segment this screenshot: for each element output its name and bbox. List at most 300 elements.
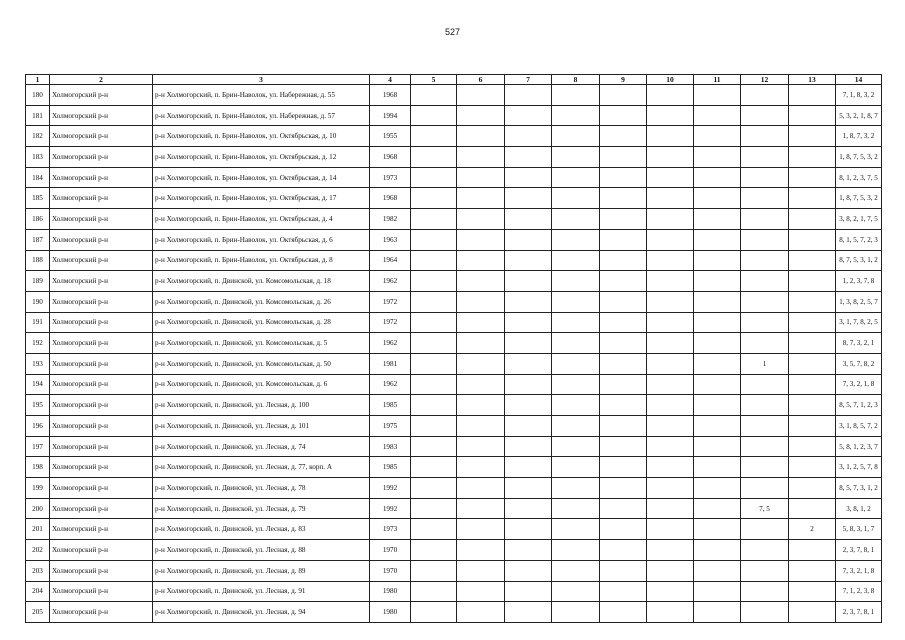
col5-cell [411, 416, 457, 437]
row-number: 192 [26, 333, 50, 354]
col9-cell [600, 498, 647, 519]
col10-cell [647, 291, 694, 312]
col6-cell [457, 147, 505, 168]
col7-cell [505, 271, 552, 292]
address-cell: р-н Холмогорский, п. Двинской, ул. Лесная, д. 100 [153, 395, 370, 416]
col8-cell [552, 291, 600, 312]
table-row [26, 250, 882, 271]
table-body [26, 85, 882, 623]
col8-cell [552, 540, 600, 561]
district-cell: Холмогорский р-н [50, 602, 153, 623]
col9-cell [600, 229, 647, 250]
col14-cell: 8, 1, 5, 7, 2, 3 [836, 229, 882, 250]
col11-cell [694, 478, 741, 499]
year-cell: 1973 [370, 167, 411, 188]
district-cell: Холмогорский р-н [50, 229, 153, 250]
row-number: 190 [26, 291, 50, 312]
col5-cell [411, 105, 457, 126]
col12-cell [741, 457, 789, 478]
district-cell: Холмогорский р-н [50, 457, 153, 478]
col10-cell [647, 519, 694, 540]
year-cell: 1983 [370, 436, 411, 457]
col6-cell [457, 105, 505, 126]
col14-cell: 5, 3, 2, 1, 8, 7 [836, 105, 882, 126]
address-cell: р-н Холмогорский, п. Двинской, ул. Комсомольская, д. 26 [153, 291, 370, 312]
year-cell: 1972 [370, 312, 411, 333]
col9-cell [600, 105, 647, 126]
col5-cell [411, 250, 457, 271]
district-cell: Холмогорский р-н [50, 560, 153, 581]
row-number: 191 [26, 312, 50, 333]
row-number: 182 [26, 126, 50, 147]
col11-cell [694, 271, 741, 292]
col12-cell [741, 105, 789, 126]
col12-cell: 7, 5 [741, 498, 789, 519]
page-number: 527 [444, 27, 461, 37]
col14-cell: 8, 5, 7, 1, 2, 3 [836, 395, 882, 416]
col14-cell: 1, 8, 7, 5, 3, 2 [836, 188, 882, 209]
col9-cell [600, 395, 647, 416]
col13-cell [789, 105, 836, 126]
col8-cell [552, 602, 600, 623]
col7-cell [505, 209, 552, 230]
col13-cell [789, 602, 836, 623]
district-cell: Холмогорский р-н [50, 250, 153, 271]
col5-cell [411, 209, 457, 230]
address-cell: р-н Холмогорский, п. Брин-Наволок, ул. Набережная, д. 55 [153, 85, 370, 106]
col11-cell [694, 540, 741, 561]
col6-cell [457, 312, 505, 333]
address-cell: р-н Холмогорский, п. Двинской, ул. Комсомольская, д. 6 [153, 374, 370, 395]
col14-cell: 7, 3, 2, 1, 8 [836, 374, 882, 395]
col5-cell [411, 126, 457, 147]
col10-cell [647, 250, 694, 271]
col7-cell [505, 519, 552, 540]
district-cell: Холмогорский р-н [50, 312, 153, 333]
year-cell: 1992 [370, 478, 411, 499]
col7-cell [505, 147, 552, 168]
district-cell: Холмогорский р-н [50, 147, 153, 168]
col6-cell [457, 519, 505, 540]
address-cell: р-н Холмогорский, п. Брин-Наволок, ул. Октябрьская, д. 14 [153, 167, 370, 188]
table-row [26, 581, 882, 602]
col13-cell [789, 188, 836, 209]
column-header-5: 5 [411, 75, 457, 85]
col7-cell [505, 229, 552, 250]
col8-cell [552, 416, 600, 437]
table-row [26, 105, 882, 126]
table-row [26, 271, 882, 292]
col8-cell [552, 395, 600, 416]
col11-cell [694, 498, 741, 519]
col11-cell [694, 374, 741, 395]
col11-cell [694, 602, 741, 623]
col9-cell [600, 436, 647, 457]
col14-cell: 1, 3, 8, 2, 5, 7 [836, 291, 882, 312]
col7-cell [505, 188, 552, 209]
col7-cell [505, 498, 552, 519]
col11-cell [694, 209, 741, 230]
col9-cell [600, 250, 647, 271]
row-number: 180 [26, 85, 50, 106]
col10-cell [647, 498, 694, 519]
col9-cell [600, 271, 647, 292]
col9-cell [600, 560, 647, 581]
col7-cell [505, 250, 552, 271]
col7-cell [505, 105, 552, 126]
col6-cell [457, 395, 505, 416]
col11-cell [694, 333, 741, 354]
row-number: 183 [26, 147, 50, 168]
district-cell: Холмогорский р-н [50, 395, 153, 416]
col14-cell: 1, 8, 7, 5, 3, 2 [836, 147, 882, 168]
col6-cell [457, 416, 505, 437]
col8-cell [552, 250, 600, 271]
district-cell: Холмогорский р-н [50, 498, 153, 519]
row-number: 204 [26, 581, 50, 602]
col7-cell [505, 85, 552, 106]
col12-cell [741, 478, 789, 499]
col5-cell [411, 312, 457, 333]
table-row [26, 147, 882, 168]
col13-cell [789, 581, 836, 602]
col13-cell: 2 [789, 519, 836, 540]
col6-cell [457, 498, 505, 519]
address-cell: р-н Холмогорский, п. Двинской, ул. Комсомольская, д. 5 [153, 333, 370, 354]
col9-cell [600, 147, 647, 168]
col10-cell [647, 85, 694, 106]
row-number: 205 [26, 602, 50, 623]
col10-cell [647, 167, 694, 188]
col14-cell: 8, 7, 3, 2, 1 [836, 333, 882, 354]
col6-cell [457, 478, 505, 499]
col8-cell [552, 436, 600, 457]
row-number: 203 [26, 560, 50, 581]
district-cell: Холмогорский р-н [50, 478, 153, 499]
col5-cell [411, 498, 457, 519]
year-cell: 1968 [370, 147, 411, 168]
col7-cell [505, 416, 552, 437]
row-number: 196 [26, 416, 50, 437]
row-number: 194 [26, 374, 50, 395]
table-row [26, 602, 882, 623]
col10-cell [647, 478, 694, 499]
col5-cell [411, 271, 457, 292]
col8-cell [552, 519, 600, 540]
row-number: 188 [26, 250, 50, 271]
col13-cell [789, 85, 836, 106]
year-cell: 1968 [370, 85, 411, 106]
district-cell: Холмогорский р-н [50, 436, 153, 457]
address-cell: р-н Холмогорский, п. Двинской, ул. Лесная, д. 88 [153, 540, 370, 561]
col6-cell [457, 602, 505, 623]
col12-cell [741, 560, 789, 581]
col12-cell [741, 250, 789, 271]
col12-cell [741, 188, 789, 209]
row-number: 195 [26, 395, 50, 416]
col11-cell [694, 85, 741, 106]
table-row [26, 188, 882, 209]
col13-cell [789, 353, 836, 374]
district-cell: Холмогорский р-н [50, 209, 153, 230]
col6-cell [457, 271, 505, 292]
col8-cell [552, 229, 600, 250]
district-cell: Холмогорский р-н [50, 333, 153, 354]
col14-cell: 3, 5, 7, 8, 2 [836, 353, 882, 374]
row-number: 186 [26, 209, 50, 230]
col6-cell [457, 126, 505, 147]
table-row [26, 291, 882, 312]
col13-cell [789, 540, 836, 561]
col8-cell [552, 105, 600, 126]
column-header-12: 12 [741, 75, 789, 85]
col13-cell [789, 229, 836, 250]
col7-cell [505, 167, 552, 188]
year-cell: 1973 [370, 519, 411, 540]
col9-cell [600, 478, 647, 499]
row-number: 202 [26, 540, 50, 561]
col9-cell [600, 457, 647, 478]
table-row [26, 312, 882, 333]
col10-cell [647, 147, 694, 168]
col10-cell [647, 602, 694, 623]
col8-cell [552, 498, 600, 519]
col5-cell [411, 581, 457, 602]
col14-cell: 8, 5, 7, 3, 1, 2 [836, 478, 882, 499]
col6-cell [457, 167, 505, 188]
table-row [26, 353, 882, 374]
col7-cell [505, 560, 552, 581]
col6-cell [457, 353, 505, 374]
col7-cell [505, 333, 552, 354]
col11-cell [694, 229, 741, 250]
col12-cell [741, 436, 789, 457]
col11-cell [694, 353, 741, 374]
col5-cell [411, 353, 457, 374]
column-header-6: 6 [457, 75, 505, 85]
col6-cell [457, 436, 505, 457]
column-header-7: 7 [505, 75, 552, 85]
col7-cell [505, 291, 552, 312]
col7-cell [505, 436, 552, 457]
row-number: 189 [26, 271, 50, 292]
col8-cell [552, 560, 600, 581]
col13-cell [789, 250, 836, 271]
col11-cell [694, 457, 741, 478]
year-cell: 1985 [370, 457, 411, 478]
col9-cell [600, 312, 647, 333]
col10-cell [647, 560, 694, 581]
col13-cell [789, 395, 836, 416]
col12-cell: 1 [741, 353, 789, 374]
table-row [26, 85, 882, 106]
col5-cell [411, 374, 457, 395]
col13-cell [789, 457, 836, 478]
col11-cell [694, 581, 741, 602]
col10-cell [647, 581, 694, 602]
col14-cell: 8, 1, 2, 3, 7, 5 [836, 167, 882, 188]
year-cell: 1981 [370, 353, 411, 374]
col14-cell: 5, 8, 3, 1, 7 [836, 519, 882, 540]
table-row [26, 436, 882, 457]
col9-cell [600, 333, 647, 354]
col7-cell [505, 312, 552, 333]
table-row [26, 229, 882, 250]
col14-cell: 3, 8, 1, 2 [836, 498, 882, 519]
district-cell: Холмогорский р-н [50, 105, 153, 126]
row-number: 200 [26, 498, 50, 519]
col13-cell [789, 478, 836, 499]
register-table [25, 74, 882, 623]
col5-cell [411, 519, 457, 540]
col10-cell [647, 457, 694, 478]
row-number: 199 [26, 478, 50, 499]
col14-cell: 8, 7, 5, 3, 1, 2 [836, 250, 882, 271]
col9-cell [600, 353, 647, 374]
col12-cell [741, 147, 789, 168]
table-row [26, 560, 882, 581]
col5-cell [411, 436, 457, 457]
col12-cell [741, 395, 789, 416]
col10-cell [647, 540, 694, 561]
col14-cell: 7, 1, 2, 3, 8 [836, 581, 882, 602]
col8-cell [552, 333, 600, 354]
col8-cell [552, 478, 600, 499]
row-number: 185 [26, 188, 50, 209]
col14-cell: 1, 8, 7, 3, 2 [836, 126, 882, 147]
year-cell: 1962 [370, 271, 411, 292]
table-row [26, 478, 882, 499]
address-cell: р-н Холмогорский, п. Брин-Наволок, ул. Октябрьская, д. 6 [153, 229, 370, 250]
col8-cell [552, 147, 600, 168]
address-cell: р-н Холмогорский, п. Двинской, ул. Лесная, д. 74 [153, 436, 370, 457]
col9-cell [600, 416, 647, 437]
col8-cell [552, 312, 600, 333]
col13-cell [789, 126, 836, 147]
row-number: 181 [26, 105, 50, 126]
year-cell: 1962 [370, 333, 411, 354]
row-number: 193 [26, 353, 50, 374]
address-cell: р-н Холмогорский, п. Брин-Наволок, ул. Октябрьская, д. 4 [153, 209, 370, 230]
district-cell: Холмогорский р-н [50, 374, 153, 395]
col9-cell [600, 602, 647, 623]
year-cell: 1972 [370, 291, 411, 312]
col6-cell [457, 250, 505, 271]
year-cell: 1962 [370, 374, 411, 395]
col7-cell [505, 581, 552, 602]
col8-cell [552, 353, 600, 374]
row-number: 184 [26, 167, 50, 188]
col10-cell [647, 395, 694, 416]
year-cell: 1992 [370, 498, 411, 519]
col13-cell [789, 271, 836, 292]
year-cell: 1975 [370, 416, 411, 437]
col14-cell: 1, 2, 3, 7, 8 [836, 271, 882, 292]
col14-cell: 7, 1, 8, 3, 2 [836, 85, 882, 106]
col6-cell [457, 540, 505, 561]
col8-cell [552, 374, 600, 395]
address-cell: р-н Холмогорский, п. Двинской, ул. Лесная, д. 79 [153, 498, 370, 519]
col12-cell [741, 602, 789, 623]
year-cell: 1994 [370, 105, 411, 126]
table-row [26, 374, 882, 395]
col5-cell [411, 85, 457, 106]
col9-cell [600, 581, 647, 602]
col8-cell [552, 457, 600, 478]
address-cell: р-н Холмогорский, п. Двинской, ул. Лесная, д. 83 [153, 519, 370, 540]
year-cell: 1970 [370, 560, 411, 581]
year-cell: 1985 [370, 395, 411, 416]
col11-cell [694, 291, 741, 312]
col7-cell [505, 374, 552, 395]
address-cell: р-н Холмогорский, п. Брин-Наволок, ул. Октябрьская, д. 12 [153, 147, 370, 168]
col13-cell [789, 209, 836, 230]
col13-cell [789, 560, 836, 581]
column-header-10: 10 [647, 75, 694, 85]
col11-cell [694, 188, 741, 209]
address-cell: р-н Холмогорский, п. Брин-Наволок, ул. Октябрьская, д. 8 [153, 250, 370, 271]
table-row [26, 416, 882, 437]
district-cell: Холмогорский р-н [50, 416, 153, 437]
table-row [26, 209, 882, 230]
district-cell: Холмогорский р-н [50, 291, 153, 312]
col13-cell [789, 333, 836, 354]
col10-cell [647, 271, 694, 292]
year-cell: 1980 [370, 602, 411, 623]
address-cell: р-н Холмогорский, п. Брин-Наволок, ул. Октябрьская, д. 10 [153, 126, 370, 147]
year-cell: 1955 [370, 126, 411, 147]
address-cell: р-н Холмогорский, п. Двинской, ул. Лесная, д. 77, корп. А [153, 457, 370, 478]
col13-cell [789, 374, 836, 395]
col7-cell [505, 353, 552, 374]
col12-cell [741, 540, 789, 561]
col12-cell [741, 167, 789, 188]
col14-cell: 2, 3, 7, 8, 1 [836, 602, 882, 623]
col11-cell [694, 519, 741, 540]
table-row [26, 395, 882, 416]
col10-cell [647, 229, 694, 250]
district-cell: Холмогорский р-н [50, 271, 153, 292]
col8-cell [552, 85, 600, 106]
col5-cell [411, 602, 457, 623]
col11-cell [694, 250, 741, 271]
col8-cell [552, 209, 600, 230]
col9-cell [600, 126, 647, 147]
year-cell: 1980 [370, 581, 411, 602]
col9-cell [600, 291, 647, 312]
col6-cell [457, 229, 505, 250]
col12-cell [741, 519, 789, 540]
col11-cell [694, 436, 741, 457]
address-cell: р-н Холмогорский, п. Двинской, ул. Лесная, д. 94 [153, 602, 370, 623]
year-cell: 1982 [370, 209, 411, 230]
table-row [26, 540, 882, 561]
col8-cell [552, 188, 600, 209]
col12-cell [741, 333, 789, 354]
col8-cell [552, 581, 600, 602]
col10-cell [647, 436, 694, 457]
col5-cell [411, 457, 457, 478]
col12-cell [741, 229, 789, 250]
col9-cell [600, 209, 647, 230]
table-row [26, 167, 882, 188]
column-header-3: 3 [153, 75, 370, 85]
col13-cell [789, 416, 836, 437]
col5-cell [411, 333, 457, 354]
col13-cell [789, 147, 836, 168]
col5-cell [411, 229, 457, 250]
col14-cell: 3, 1, 8, 5, 7, 2 [836, 416, 882, 437]
